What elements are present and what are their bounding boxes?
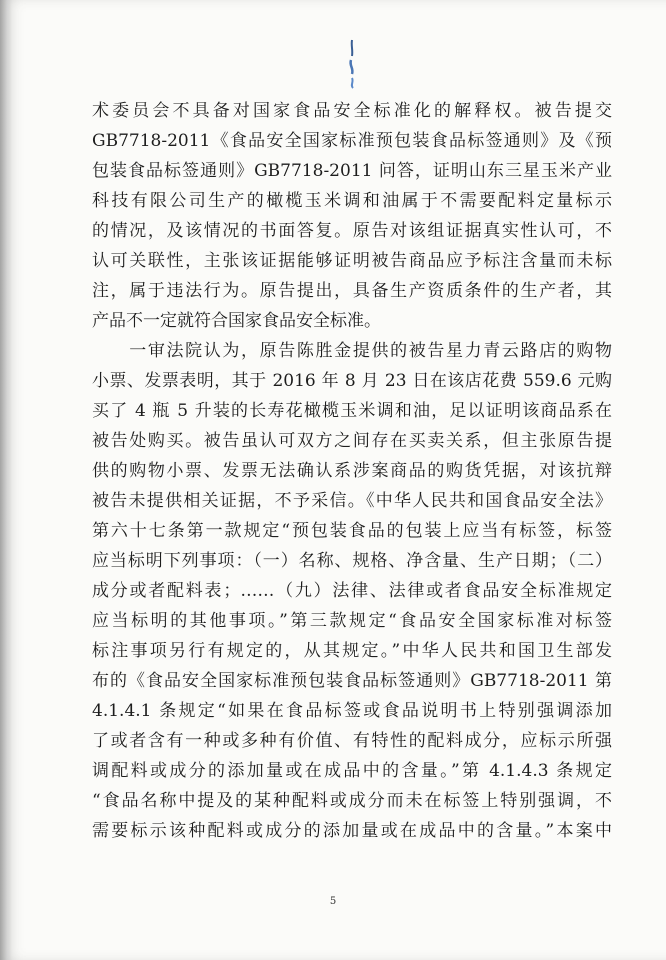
- text-line: 小票、发票表明，其于 2016 年 8 月 23 日在该店花费 559.6 元购: [92, 371, 612, 391]
- text-line: 科技有限公司生产的橄榄玉米调和油属于不需要配料定量标示: [92, 191, 612, 211]
- text-line: 被告处购买。被告虽认可双方之间存在买卖关系，但主张原告提: [92, 431, 612, 451]
- text-line: 术委员会不具备对国家食品安全标准化的解释权。被告提交: [92, 101, 612, 121]
- text-line: 调配料或成分的添加量或在成品中的含量。”第 4.1.4.3 条规定: [92, 761, 612, 781]
- scan-edge-shadow: [0, 0, 12, 960]
- text-line: 包装食品标签通则》GB7718-2011 问答，证明山东三星玉米产业: [92, 161, 612, 181]
- text-line: GB7718-2011《食品安全国家标准预包装食品标签通则》及《预: [92, 131, 612, 151]
- text-line: 认可关联性，主张该证据能够证明被告商品应予标注含量而未标: [92, 251, 612, 271]
- text-line: 的情况，及该情况的书面答复。原告对该组证据真实性认可，不: [92, 221, 612, 241]
- text-line: 需要标示该种配料或成分的添加量或在成品中的含量。”本案中: [92, 821, 612, 841]
- text-line: “食品名称中提及的某种配料或成分而未在标签上特别强调，不: [92, 791, 612, 811]
- body-text: [92, 96, 612, 846]
- text-line: 买了 4 瓶 5 升装的长寿花橄榄玉米调和油，足以证明该商品系在: [92, 401, 612, 421]
- page-number: 5: [329, 896, 337, 907]
- text-line: 标注事项另行有规定的，从其规定。”中华人民共和国卫生部发: [92, 641, 612, 661]
- text-line: 第六十七条第一款规定“预包装食品的包装上应当有标签，标签: [92, 521, 612, 541]
- text-line: 成分或者配料表；……（九）法律、法律或者食品安全标准规定: [92, 581, 612, 601]
- text-line: 供的购物小票、发票无法确认系涉案商品的购货凭据，对该抗辩: [92, 461, 612, 481]
- text-line: 产品不一定就符合国家食品安全标准。: [92, 311, 381, 331]
- text-line: 应当标明的其他事项。”第三款规定“食品安全国家标准对标签: [92, 611, 612, 631]
- text-line: 应当标明下列事项：（一）名称、规格、净含量、生产日期；（二）: [92, 551, 612, 571]
- text-line: 一审法院认为，原告陈胜金提供的被告星力青云路店的购物: [92, 341, 612, 361]
- text-line: 被告未提供相关证据，不予采信。《中华人民共和国食品安全法》: [92, 491, 612, 511]
- text-line: 4.1.4.1 条规定“如果在食品标签或食品说明书上特别强调添加: [92, 701, 612, 721]
- text-line: 布的《食品安全国家标准预包装食品标签通则》GB7718-2011 第: [92, 671, 612, 691]
- text-line: 注，属于违法行为。原告提出，具备生产资质条件的生产者，其: [92, 281, 612, 301]
- ink-mark-icon: [344, 38, 360, 90]
- text-line: 了或者含有一种或多种有价值、有特性的配料成分，应标示所强: [92, 731, 612, 751]
